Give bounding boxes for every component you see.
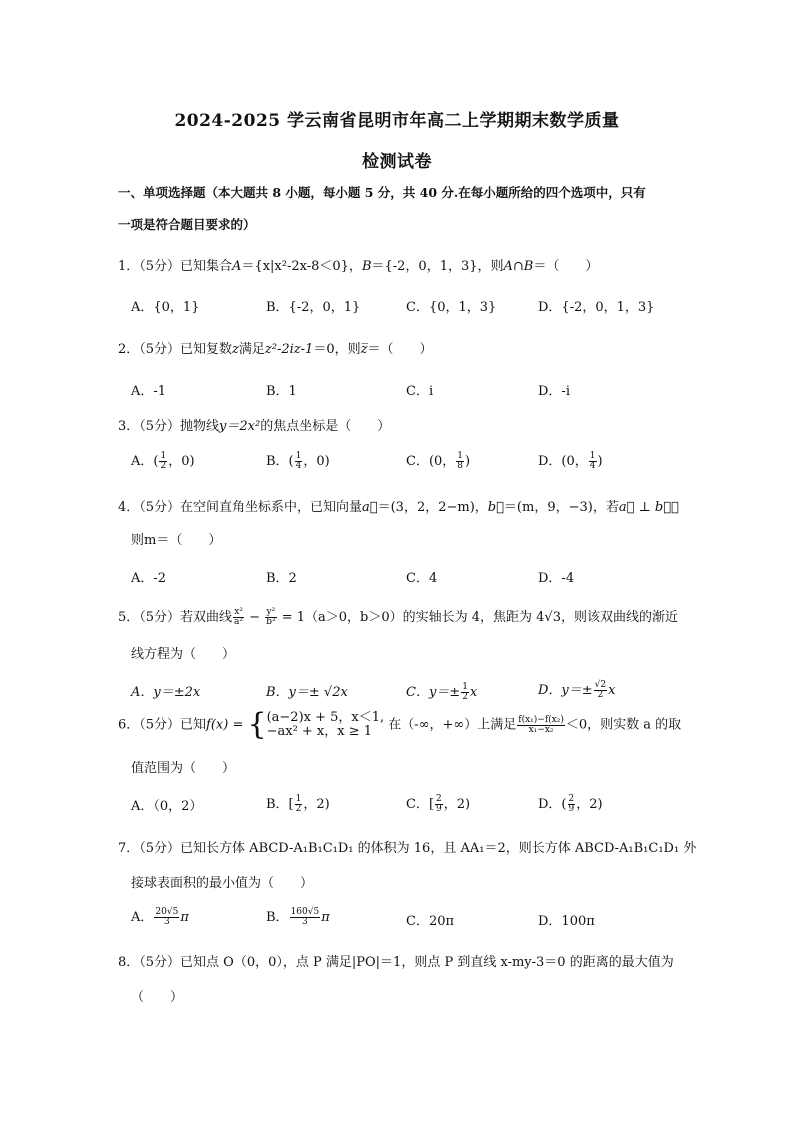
q5-c-fraction: [461, 683, 469, 702]
q6-piecewise: [267, 711, 385, 739]
exam-title-line1: 2024-2025 学云南省昆明市年高二上学期期末数学质量: [174, 111, 620, 131]
q4-continuation: 则m＝（ ）: [131, 533, 222, 548]
q5-x-num: x²: [234, 607, 243, 617]
q4-vector-a-value: ＝(3，2，2−m)，: [377, 500, 488, 515]
q5-d-fraction: [594, 681, 607, 700]
q3-option-b: [266, 450, 330, 471]
q3-d-tail: ): [597, 454, 603, 469]
q6-d-label: D．(: [538, 797, 567, 812]
q5-c-num: 1: [462, 682, 468, 692]
q6-piece-1: (a−2)x + 5，x＜1,: [266, 710, 385, 725]
q5-d-label: D．y＝±: [538, 683, 593, 698]
q3-a-label: A．(: [131, 454, 159, 469]
question-5: [118, 606, 678, 627]
q1-set-b-def: ＝{-2，0，1，3}，则: [371, 259, 504, 274]
q6-d-num: 2: [568, 794, 575, 804]
q7-b-label: B．: [266, 910, 289, 925]
q6-cond-den: x₁−x₂: [528, 724, 554, 735]
q4-vector-b-value: ＝(m，9，−3)，若: [503, 500, 619, 515]
question-4: [118, 496, 679, 515]
q6-b-fraction: [295, 795, 303, 814]
q7-a-fraction: [154, 908, 179, 927]
section-heading-line1: 一、单项选择题（本大题共 8 小题，每小题 5 分，共 40 分.在每小题所给的四个选项中，只有: [118, 185, 646, 200]
q3-c-tail: ): [465, 454, 471, 469]
q7-b-den: 3: [302, 917, 308, 927]
q2-option-a: A．-1: [131, 384, 167, 399]
q3-b-label: B．(: [266, 454, 294, 469]
q5-d-num: √2: [594, 680, 607, 690]
q1-set-a: A: [232, 259, 242, 274]
q6-function: f(x) =: [206, 717, 248, 733]
question-6: [118, 707, 682, 742]
q7-option-c: [406, 910, 454, 929]
q4-option-d: D．-4: [538, 571, 575, 586]
q6-option-b: [266, 793, 330, 814]
question-1: [118, 255, 598, 274]
q3-b-den: 4: [295, 461, 302, 471]
q7-option-a: [131, 906, 189, 927]
q2-lead: 2．（5分）已知复数: [118, 342, 233, 357]
q6-left-brace-icon: {: [247, 707, 267, 742]
q6-c-tail: ，2): [443, 797, 471, 812]
q5-a-label: A．y＝±2x: [131, 685, 201, 700]
q5-option-c: [406, 681, 477, 702]
question-8: 8．（5分）已知点 O（0，0），点 P 满足|PO|＝1，则点 P 到直线 x-my-3＝0 的距离的最大值为: [118, 955, 674, 970]
q6-c-fraction: [435, 795, 443, 814]
q6-piece-2: −ax² + x，x ≥ 1: [266, 724, 373, 739]
q5-continuation: 线方程为（ ）: [131, 647, 236, 662]
q3-parabola: y＝2x²: [219, 419, 261, 434]
q5-c-label: C．y＝±: [406, 685, 461, 700]
question-2: [118, 338, 432, 357]
q7-b-num: 160√5: [290, 907, 320, 917]
q3-a-fraction: [159, 452, 167, 471]
q1-set-b: B: [361, 259, 372, 274]
q5-y-den: b²: [266, 617, 276, 627]
q7-d-label: D．100π: [538, 914, 595, 929]
q7-a-den: 3: [163, 917, 170, 927]
q6-d-fraction: [568, 795, 576, 814]
q3-a-tail: ，0): [168, 454, 195, 469]
q5-option-a: [131, 681, 200, 700]
q1-set-a-def: ＝{x|x²-2x-8＜0}，: [241, 259, 362, 274]
q6-option-a: [131, 795, 202, 814]
q6-b-den: 2: [295, 804, 302, 814]
q6-b-label: B．[: [266, 797, 294, 812]
q2-option-b: B．1: [266, 384, 297, 399]
section-heading-line2: 一项是符合题目要求的）: [118, 217, 256, 232]
q6-cond-num: f(x₁)−f(x₂): [518, 714, 564, 725]
q6-d-den: 9: [568, 804, 575, 814]
q6-ask: ＜0，则实数 a 的取: [565, 717, 682, 733]
q5-d-den: 2: [597, 690, 604, 700]
q3-a-den: 2: [160, 461, 167, 471]
q3-c-den: 8: [457, 461, 464, 471]
q5-x-den: a²: [234, 617, 244, 627]
q3-option-c: [406, 450, 470, 471]
q5-minus: −: [245, 610, 265, 625]
q6-a-label: A．（0，2）: [131, 799, 203, 814]
q6-condition-fraction: [517, 716, 565, 735]
q3-c-fraction: [456, 452, 464, 471]
q6-continuation: 值范围为（ ）: [131, 761, 236, 776]
q5-body: = 1（a＞0，b＞0）的实轴长为 4，焦距为 4√3，则该双曲线的渐近: [277, 610, 678, 625]
q3-d-label: D．(0，: [538, 454, 588, 469]
q7-c-label: C．20π: [406, 914, 455, 929]
q5-y-fraction: [265, 608, 276, 627]
question-7: 7．（5分）已知长方体 ABCD-A₁B₁C₁D₁ 的体积为 16，且 AA₁＝2，则长方体 ABCD-A₁B₁C₁D₁ 外: [118, 841, 697, 856]
q1-lead: 1．（5分）已知集合: [118, 259, 233, 274]
q5-y-num: y²: [266, 607, 276, 617]
q7-b-fraction: [290, 908, 321, 927]
q2-option-d: D．-i: [538, 384, 570, 399]
q3-b-fraction: [295, 452, 303, 471]
q5-c-tail: x: [469, 685, 478, 700]
q2-var: z: [232, 342, 239, 357]
q1-option-b: B．{-2，0，1}: [266, 300, 361, 315]
q7-a-tail: π: [180, 910, 189, 925]
q4-vector-b: b⃗: [487, 500, 504, 515]
q2-blank: ＝（ ）: [367, 342, 433, 357]
q7-b-tail: π: [321, 910, 330, 925]
q3-a-num: 1: [160, 451, 167, 461]
q3-d-num: 1: [589, 451, 596, 461]
q8-continuation: （ ）: [131, 990, 184, 1005]
q6-option-c: [406, 793, 470, 814]
q7-continuation: 接球表面积的最小值为（ ）: [131, 876, 314, 891]
q6-c-den: 9: [436, 804, 442, 814]
q4-option-c: C．4: [406, 571, 438, 586]
q3-lead: 3．（5分）抛物线: [118, 419, 220, 434]
q6-c-num: 2: [436, 794, 442, 804]
q4-option-b: B．2: [266, 571, 297, 586]
q3-d-den: 4: [589, 461, 596, 471]
q6-domain: 在（-∞，+∞）上满足: [388, 717, 517, 733]
q3-b-tail: ，0): [303, 454, 330, 469]
q4-perpendicular: a⃗ ⊥ b⃗，: [618, 500, 679, 515]
q5-lead: 5．（5分）若双曲线: [118, 610, 233, 625]
q4-option-a: A．-2: [131, 571, 167, 586]
q3-option-d: [538, 450, 603, 471]
q3-c-num: 1: [457, 451, 464, 461]
q1-intersection: A∩B: [503, 259, 534, 274]
q3-option-a: [131, 450, 195, 471]
q5-b-label: B．y＝± √2x: [266, 685, 348, 700]
q6-b-num: 1: [295, 794, 302, 804]
q6-c-label: C．[: [406, 797, 435, 812]
q7-a-num: 20√5: [155, 907, 179, 917]
q2-equation: z²-2iz-1: [264, 342, 314, 357]
q7-option-b: [266, 906, 330, 927]
question-3: [118, 415, 390, 434]
q1-option-d: D．{-2，0，1，3}: [538, 300, 655, 315]
q5-option-d: [538, 679, 615, 700]
exam-title-line2: 检测试卷: [362, 152, 432, 172]
q2-then: ＝0，则: [313, 342, 361, 357]
q2-conjugate: z̅: [360, 342, 368, 357]
q5-d-tail: x: [608, 683, 616, 698]
q6-d-tail: ，2): [576, 797, 603, 812]
q4-lead: 4．（5分）在空间直角坐标系中，已知向量: [118, 500, 363, 515]
q6-lead: 6．（5分）已知: [118, 717, 207, 733]
q1-option-c: C．{0，1，3}: [406, 300, 497, 315]
q6-b-tail: ，2): [303, 797, 330, 812]
q3-c-label: C．(0，: [406, 454, 456, 469]
q1-blank: ＝（ ）: [533, 259, 599, 274]
q3-d-fraction: [589, 452, 597, 471]
q3-b-num: 1: [295, 451, 302, 461]
q3-ask: 的焦点坐标是（ ）: [260, 419, 391, 434]
q5-c-den: 2: [462, 692, 468, 702]
q2-satisfies: 满足: [238, 342, 265, 357]
q5-x-fraction: [233, 608, 244, 627]
q7-option-d: [538, 910, 595, 929]
q7-a-label: A．: [131, 910, 154, 925]
q1-option-a: A．{0，1}: [131, 300, 200, 315]
q4-vector-a: a⃗: [362, 500, 378, 515]
q2-option-c: C．i: [406, 384, 434, 399]
q6-option-d: [538, 793, 603, 814]
q5-option-b: [266, 681, 348, 700]
